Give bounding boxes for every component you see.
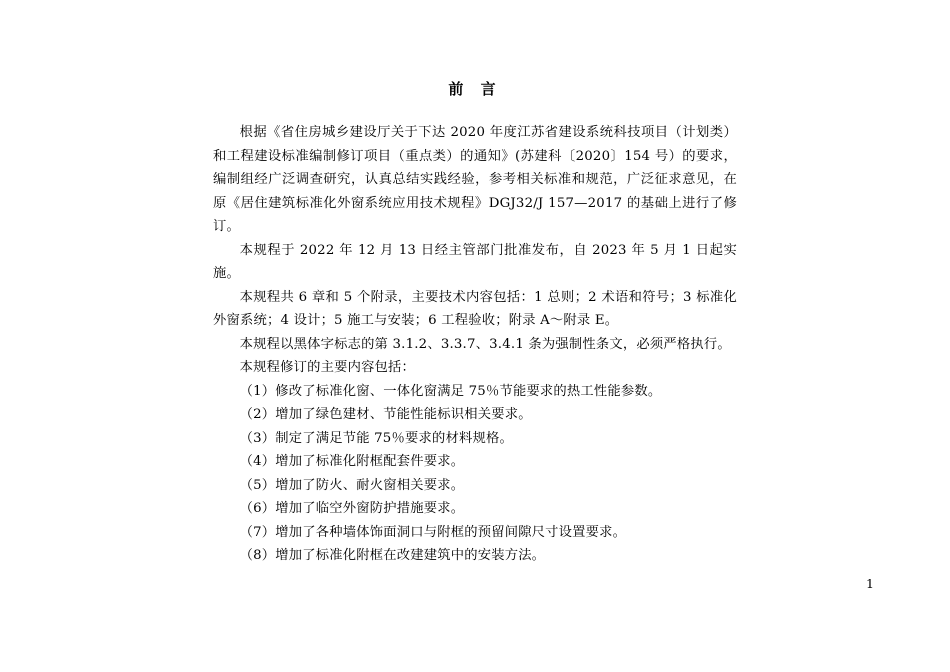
paragraph: （7）增加了各种墙体饰面洞口与附框的预留间隙尺寸设置要求。 xyxy=(239,524,627,540)
paragraph: 根据《省住房城乡建设厅关于下达 2020 年度江苏省建设系统科技项目（计划类）和工程建设标准编制修订项目（重点类）的通知》(苏建科〔2020〕154 号）的要求，编制组经广泛调查研究，认真总结实践经验，参考相关标准和规范，广泛征求意见，在原《居住建筑标准化外窗系统应用技术规程》DGJ32/J 157—2017 的基础上进行了修订。 xyxy=(213,125,737,234)
document-body xyxy=(213,78,737,568)
paragraph: 本规程修订的主要内容包括： xyxy=(239,360,416,375)
paragraph: 本规程于 2022 年 12 月 13 日经主管部门批准发布，自 2023 年 5 月 1 日起实施。 xyxy=(213,242,737,281)
paragraph: （5）增加了防火、耐火窗相关要求。 xyxy=(239,477,465,493)
paragraph: 本规程以黑体字标志的第 3.1.2、3.3.7、3.4.1 条为强制性条文，必须严格执行。 xyxy=(239,336,731,352)
page-title: 前 言 xyxy=(448,80,502,98)
paragraph: （8）增加了标准化附框在改建建筑中的安装方法。 xyxy=(239,548,546,563)
paragraph: （2）增加了绿色建材、节能性能标识相关要求。 xyxy=(239,407,532,422)
paragraph: （6）增加了临空外窗防护措施要求。 xyxy=(239,501,465,516)
paragraph: 本规程共 6 章和 5 个附录，主要技术内容包括：1 总则；2 术语和符号；3 标准化外窗系统；4 设计；5 施工与安装；6 工程验收；附录 A～附录 E。 xyxy=(213,289,737,328)
page-number: 1 xyxy=(866,576,874,591)
paragraph: （4）增加了标准化附框配套件要求。 xyxy=(239,454,465,469)
paragraph: （1）修改了标准化窗、一体化窗满足 75％节能要求的热工性能参数。 xyxy=(239,383,662,399)
paragraph: （3）制定了满足节能 75％要求的材料规格。 xyxy=(239,430,513,446)
